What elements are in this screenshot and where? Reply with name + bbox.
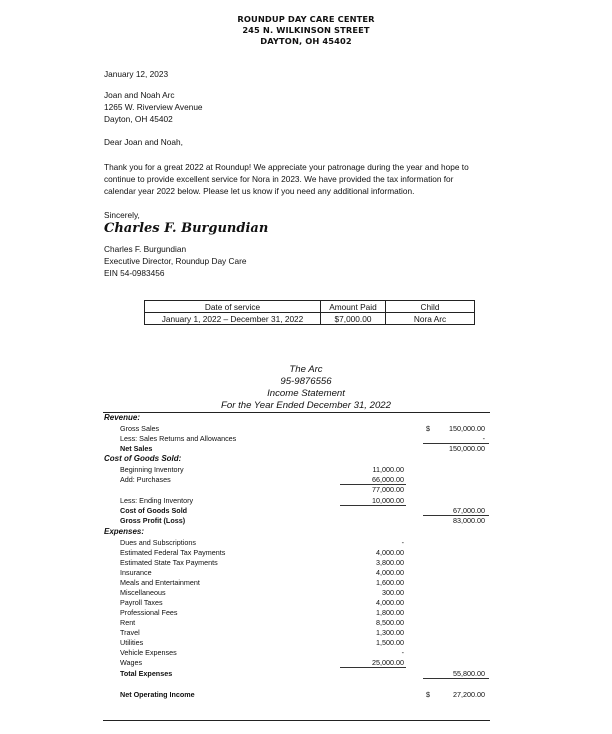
ending-inventory-value: 10,000.00 [372,496,404,505]
expense-label: Professional Fees [120,608,178,617]
expense-value: 3,800.00 [376,558,404,567]
purchases-label: Add: Purchases [120,475,171,484]
is-title: Income Statement [267,388,345,399]
expense-value: 8,500.00 [376,618,404,627]
expense-value: - [401,648,404,657]
expense-label: Miscellaneous [120,588,166,597]
is-entity: The Arc [289,364,323,375]
letterhead [0,14,612,47]
expense-value: 1,300.00 [376,628,404,637]
signer-name: Charles F. Burgundian [104,244,187,254]
net-income-label: Net Operating Income [120,690,195,699]
expense-label: Vehicle Expenses [120,648,177,657]
expenses-heading: Expenses: [104,527,145,536]
closing: Sincerely, [104,210,140,220]
net-income-value: 27,200.00 [453,690,485,699]
is-ein: 95-9876556 [280,376,332,387]
company-city: DAYTON, OH 45402 [260,36,352,46]
expense-value: 4,000.00 [376,598,404,607]
expense-value: 25,000.00 [372,658,404,667]
purchases-value: 66,000.00 [372,475,404,484]
expense-value: 1,800.00 [376,608,404,617]
bottom-rule [103,720,490,721]
underline [340,505,406,506]
net-sales-value: 150,000.00 [449,444,485,453]
expense-label: Dues and Subscriptions [120,538,196,547]
ending-inventory-label: Less: Ending Inventory [120,496,194,505]
gross-sales-value: 150,000.00 [449,424,485,433]
top-rule [103,412,490,413]
revenue-heading: Revenue: [104,413,141,422]
total-expenses-value: 55,800.00 [453,669,485,678]
expense-label: Rent [120,618,136,627]
expense-label: Meals and Entertainment [120,578,200,587]
beginning-inventory-label: Beginning Inventory [120,465,184,474]
signer-ein: EIN 54-0983456 [104,268,165,278]
company-street: 245 N. WILKINSON STREET [242,25,370,35]
underline [340,667,406,668]
header-child: Child [386,301,475,313]
service-table-row [145,313,475,325]
expense-value: 4,000.00 [376,568,404,577]
cogs-label: Cost of Goods Sold [120,506,188,515]
gross-sales-label: Gross Sales [120,424,160,433]
letter-date: January 12, 2023 [104,69,169,79]
underline [423,678,489,679]
body-line: calendar year 2022 below. Please let us know if you need any additional information. [104,186,415,196]
company-name: ROUNDUP DAY CARE CENTER [237,14,375,24]
subtotal-value: 77,000.00 [372,485,404,494]
gross-sales-dollar: $ [426,424,430,433]
net-sales-label: Net Sales [120,444,153,453]
body-line: continue to provide excellent service for Nora in 2023. We have provided the tax information for [104,174,454,184]
service-table [144,300,475,325]
address-line: Joan and Noah Arc [104,90,175,100]
expense-value: 1,500.00 [376,638,404,647]
salutation: Dear Joan and Noah, [104,137,183,147]
signature: Charles F. Burgundian [104,221,269,236]
signer-title: Executive Director, Roundup Day Care [104,256,247,266]
expense-value: 4,000.00 [376,548,404,557]
is-period: For the Year Ended December 31, 2022 [221,400,391,411]
expense-value: - [401,538,404,547]
service-table-header [145,301,475,313]
expense-label: Wages [120,658,143,667]
expense-label: Estimated Federal Tax Payments [120,548,226,557]
address-line: 1265 W. Riverview Avenue [104,102,203,112]
total-expenses-label: Total Expenses [120,669,173,678]
cell-amount-paid: $7,000.00 [321,313,386,325]
expense-label: Estimated State Tax Payments [120,558,218,567]
body-line: Thank you for a great 2022 at Roundup! We appreciate your patronage during the year and hope to [104,162,469,172]
cell-date-of-service: January 1, 2022 – December 31, 2022 [145,313,321,325]
letter-body [104,161,469,197]
net-income-dollar: $ [426,690,430,699]
gross-profit-value: 83,000.00 [453,516,485,525]
cell-child: Nora Arc [386,313,475,325]
expense-label: Utilities [120,638,144,647]
signer-block [104,243,247,279]
recipient-address [104,89,203,125]
expense-label: Travel [120,628,140,637]
expense-value: 300.00 [382,588,404,597]
returns-label: Less: Sales Returns and Allowances [120,434,237,443]
gross-profit-label: Gross Profit (Loss) [120,516,186,525]
cogs-heading: Cost of Goods Sold: [104,454,182,463]
beginning-inventory-value: 11,000.00 [372,465,404,474]
expense-label: Payroll Taxes [120,598,163,607]
expense-label: Insurance [120,568,152,577]
expense-value: 1,600.00 [376,578,404,587]
address-line: Dayton, OH 45402 [104,114,173,124]
cogs-value: 67,000.00 [453,506,485,515]
returns-value: - [482,434,485,443]
header-amount-paid: Amount Paid [321,301,386,313]
header-date-of-service: Date of service [145,301,321,313]
